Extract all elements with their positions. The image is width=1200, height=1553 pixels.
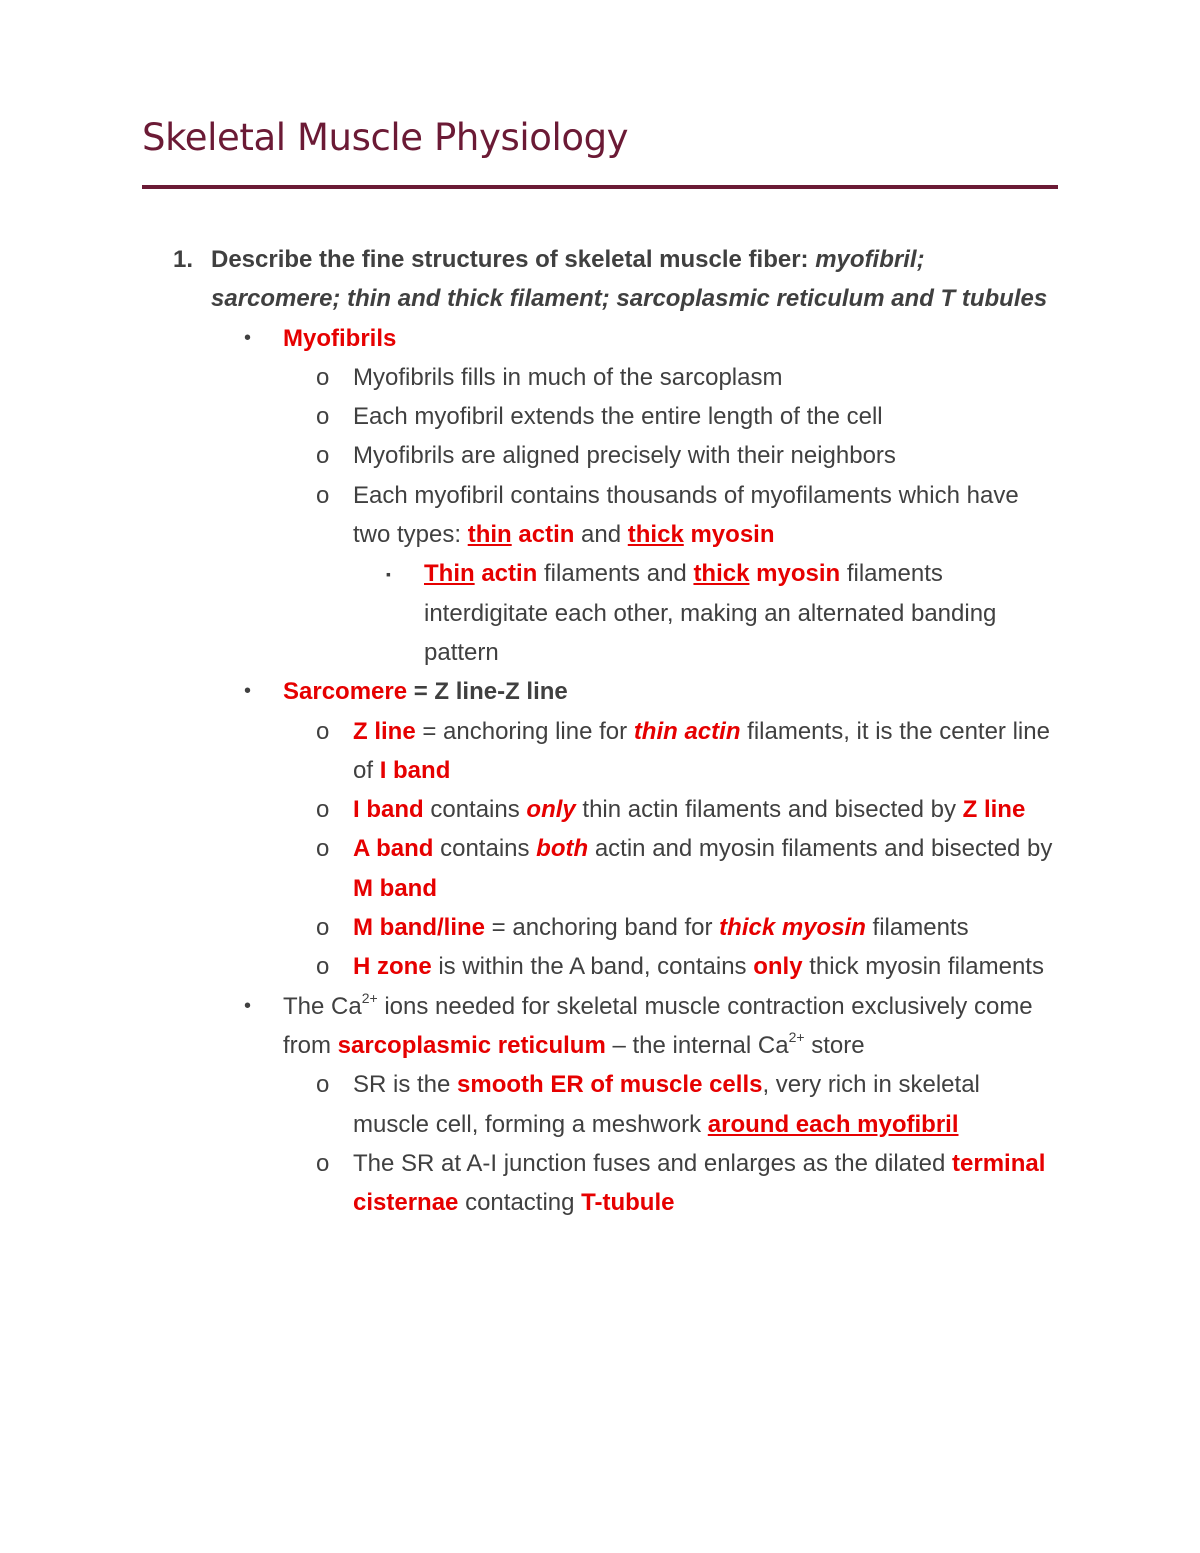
list-item-text: – the internal Ca bbox=[605, 1031, 789, 1059]
sub-list-item bbox=[0, 554, 1200, 672]
emphasis: only bbox=[526, 796, 576, 824]
circle-bullet-icon: o bbox=[316, 914, 330, 942]
connector-text: filaments and bbox=[537, 560, 694, 588]
term: A band bbox=[353, 835, 434, 863]
list-item-text: actin and myosin filaments and bisected by bbox=[588, 835, 1053, 863]
list-item-i-band bbox=[0, 790, 1200, 829]
list-item bbox=[0, 476, 1200, 555]
emphasis-underlined: around each myofibril bbox=[707, 1110, 959, 1138]
list-item bbox=[0, 397, 1200, 436]
question-1 bbox=[0, 240, 1200, 319]
circle-bullet-icon: o bbox=[316, 1071, 330, 1099]
circle-bullet-icon: o bbox=[316, 796, 330, 824]
term-myosin: myosin bbox=[690, 521, 775, 549]
list-item-a-band bbox=[0, 829, 1200, 908]
circle-bullet-icon: o bbox=[316, 835, 330, 863]
list-item-text: Myofibrils are aligned precisely with their neighbors bbox=[353, 442, 896, 470]
list-item-text: thin actin filaments and bisected by bbox=[575, 796, 963, 824]
term-actin: actin bbox=[518, 521, 575, 549]
term-sarcoplasmic-reticulum: sarcoplasmic reticulum bbox=[337, 1031, 606, 1059]
notes-content bbox=[0, 240, 1200, 1222]
bullet-calcium bbox=[0, 987, 1200, 1066]
list-item-z-line bbox=[0, 712, 1200, 791]
term: I band bbox=[353, 796, 424, 824]
list-item-sr-smooth bbox=[0, 1065, 1200, 1144]
emphasis: only bbox=[753, 953, 803, 981]
term: I band bbox=[379, 756, 451, 784]
list-item-text: contains bbox=[423, 796, 527, 824]
circle-bullet-icon: o bbox=[316, 1149, 330, 1177]
list-item bbox=[0, 436, 1200, 475]
emphasis: thick myosin bbox=[719, 914, 866, 942]
bullet-sarcomere bbox=[0, 672, 1200, 711]
list-item-text: SR is the bbox=[353, 1071, 458, 1099]
myofibrils-heading: Myofibrils bbox=[283, 324, 397, 352]
list-item-text: filaments bbox=[865, 914, 969, 942]
list-item-text: ions needed for skeletal muscle contraction exclusively come from bbox=[283, 992, 1033, 1059]
term: terminal cisternae bbox=[353, 1149, 1046, 1217]
emphasis: smooth ER of muscle cells bbox=[457, 1071, 763, 1099]
list-item-text: = anchoring band for bbox=[485, 914, 720, 942]
list-item-text: The Ca bbox=[283, 992, 362, 1020]
circle-bullet-icon: o bbox=[316, 363, 330, 391]
list-item-text: filaments interdigitate each other, making an alternated banding pattern bbox=[424, 560, 997, 666]
list-item-m-band bbox=[0, 908, 1200, 947]
term-thin: Thin bbox=[424, 560, 475, 588]
list-item-text: Each myofibril contains thousands of myofilaments which have two types: bbox=[353, 481, 1019, 549]
square-bullet-icon: ▪ bbox=[386, 566, 391, 583]
list-item-text: contains bbox=[433, 835, 537, 863]
term: H zone bbox=[353, 953, 432, 981]
bullet-icon: • bbox=[244, 680, 252, 703]
list-item-sr-junction bbox=[0, 1144, 1200, 1223]
question-number: 1. bbox=[173, 246, 194, 273]
term-thin: thin bbox=[467, 521, 512, 549]
circle-bullet-icon: o bbox=[316, 953, 330, 981]
list-item-text: Each myofibril extends the entire length of the cell bbox=[353, 403, 883, 431]
term: M band bbox=[353, 874, 437, 902]
list-item-text: The SR at A-I junction fuses and enlarges as the dilated bbox=[353, 1149, 953, 1177]
term: Z line bbox=[353, 717, 416, 745]
emphasis: thin actin bbox=[633, 717, 741, 745]
list-item-text: filaments, it is the center line of bbox=[353, 717, 1050, 784]
list-item-text: is within the A band, contains bbox=[431, 953, 754, 981]
superscript: 2+ bbox=[361, 989, 378, 1006]
bullet-icon: • bbox=[244, 994, 252, 1017]
circle-bullet-icon: o bbox=[316, 403, 330, 431]
term-myosin: myosin bbox=[756, 560, 841, 588]
bullet-icon: • bbox=[244, 326, 252, 349]
title-divider bbox=[142, 185, 1058, 189]
list-item-text: store bbox=[804, 1031, 865, 1059]
list-item-text: , very rich in skeletal muscle cell, forming a meshwork bbox=[353, 1071, 980, 1138]
list-item-text: Myofibrils fills in much of the sarcoplasm bbox=[353, 363, 783, 391]
sarcomere-definition: = Z line-Z line bbox=[407, 678, 568, 706]
term-actin: actin bbox=[481, 560, 538, 588]
circle-bullet-icon: o bbox=[316, 481, 330, 509]
sarcomere-heading: Sarcomere bbox=[283, 678, 408, 706]
question-topics: myofibril; sarcomere; thin and thick filament; sarcoplasmic reticulum and T tubules bbox=[211, 246, 1048, 313]
list-item-h-zone bbox=[0, 947, 1200, 986]
circle-bullet-icon: o bbox=[316, 442, 330, 470]
superscript: 2+ bbox=[788, 1028, 805, 1045]
term: Z line bbox=[962, 796, 1026, 824]
page-title: Skeletal Muscle Physiology bbox=[142, 116, 629, 159]
question-text: Describe the fine structures of skeletal muscle fiber: bbox=[211, 246, 816, 273]
term: M band/line bbox=[353, 914, 485, 942]
list-item-text: thick myosin filaments bbox=[802, 953, 1044, 981]
emphasis: both bbox=[536, 835, 589, 863]
circle-bullet-icon: o bbox=[316, 717, 330, 745]
bullet-myofibrils bbox=[0, 319, 1200, 358]
list-item bbox=[0, 358, 1200, 397]
list-item-text: = anchoring line for bbox=[415, 717, 634, 745]
term-thick: thick bbox=[693, 560, 750, 588]
term-thick: thick bbox=[627, 521, 684, 549]
list-item-text: contacting bbox=[458, 1189, 582, 1217]
connector-text: and bbox=[574, 521, 628, 549]
term: T-tubule bbox=[581, 1189, 675, 1217]
